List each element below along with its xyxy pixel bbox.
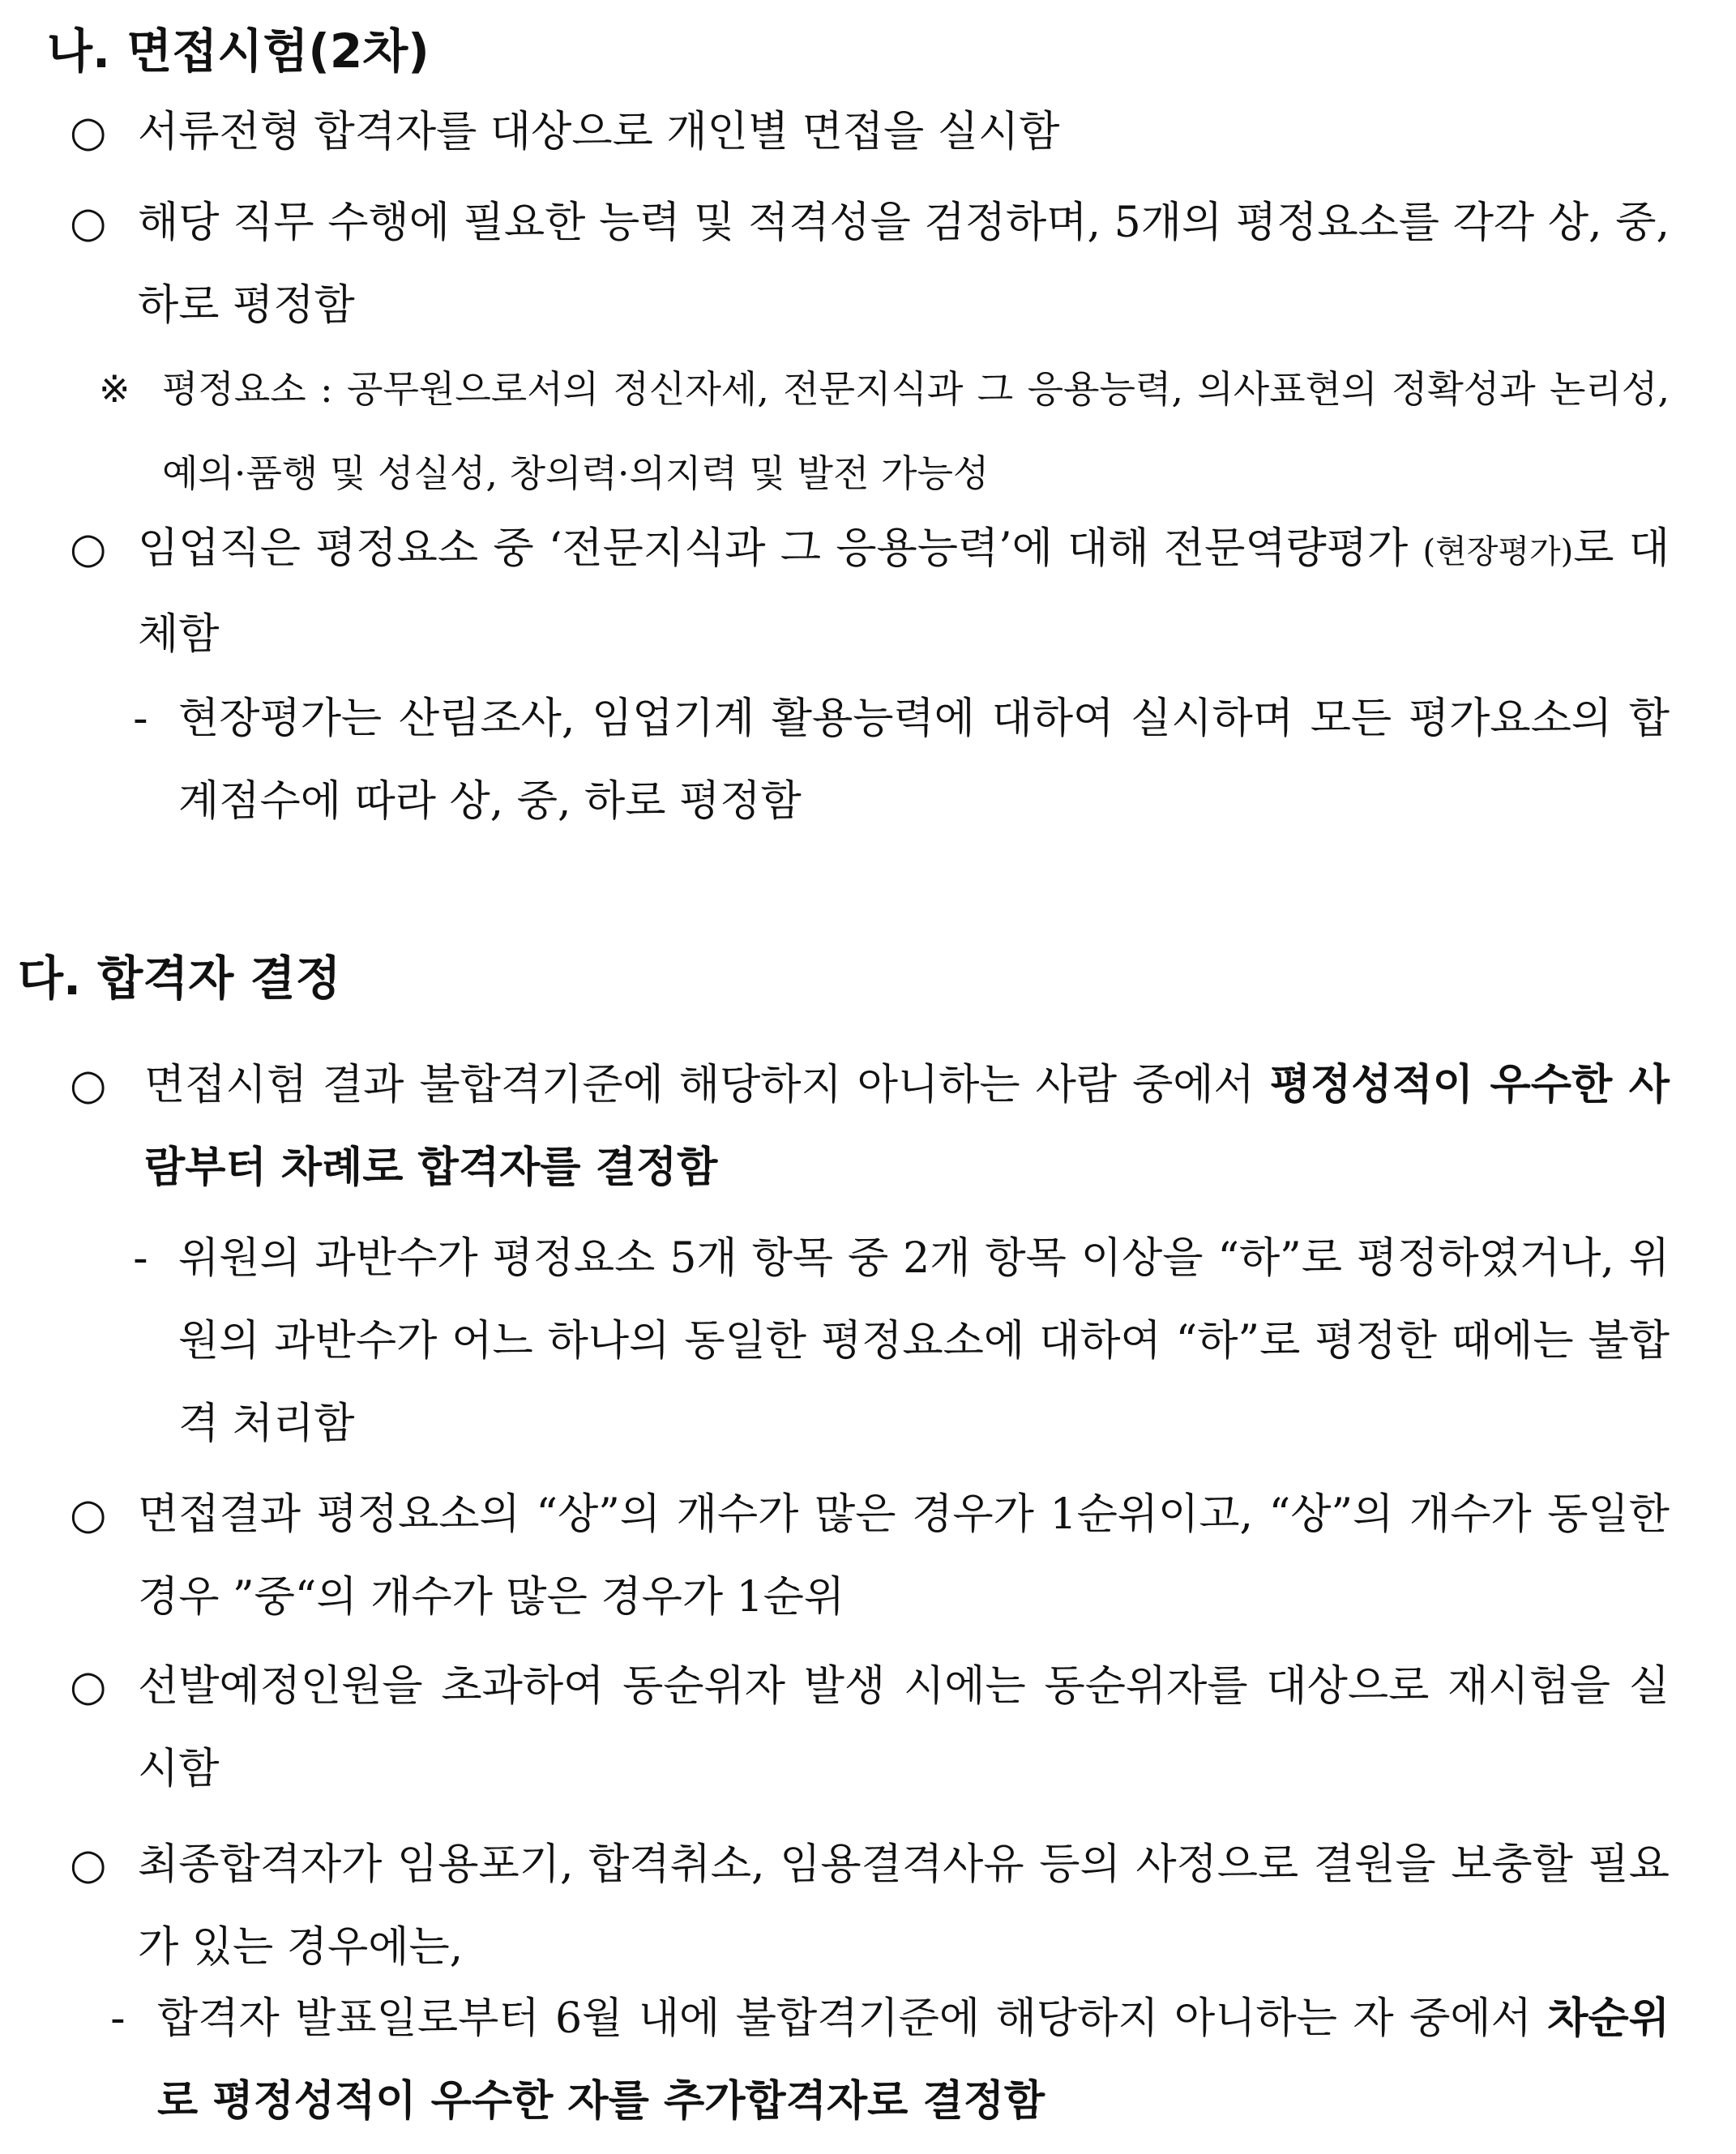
- section-heading-decision: 다. 합격자 결정: [18, 951, 341, 1006]
- list-item: [99, 347, 1670, 515]
- circle-bullet-icon: ○: [70, 108, 107, 156]
- item-text: 위원의 과반수가 평정요소 5개 항목 중 2개 항목 이상을 “하”로 평정하였거나, 위원의 과반수가 어느 하나의 동일한 평정요소에 대하여 “하”로 평정한 때에는 불합격 처리함: [178, 1234, 1670, 1448]
- circle-bullet-icon: ○: [70, 1490, 107, 1539]
- list-item: [133, 677, 1670, 843]
- item-text: 최종합격자가 임용포기, 합격취소, 임용결격사유 등의 사정으로 결원을 보충할 필요가 있는 경우에는,: [138, 1840, 1670, 1972]
- dash-bullet-icon: -: [110, 1994, 126, 2043]
- item-text: 면접시험 결과 불합격기준에 해당하지 아니하는 사람 중에서: [144, 1061, 1270, 1109]
- dash-bullet-icon: -: [133, 694, 148, 743]
- item-text-small: (현장평가): [1422, 533, 1574, 571]
- circle-bullet-icon: ○: [70, 1840, 107, 1889]
- list-item: [70, 507, 1670, 676]
- item-text: 평정요소 : 공무원으로서의 정신자세, 전문지식과 그 응용능력, 의사표현의 정확성과 논리성, 예의·품행 및 성실성, 창의력·의지력 및 발전 가능성: [162, 367, 1670, 495]
- list-item: [133, 1217, 1670, 1465]
- list-item: [110, 1977, 1670, 2143]
- list-item: [70, 91, 1670, 173]
- circle-bullet-icon: ○: [70, 524, 107, 573]
- list-item: [70, 182, 1670, 347]
- item-text-bold: 차순위로 평정성적이 우수한 자를 추가합격자로 결정함: [157, 1994, 1670, 2126]
- item-text-bold: 평정성적이 우수한 사람부터 차례로 합격자를 결정함: [144, 1060, 1670, 1192]
- list-item: [70, 1044, 1670, 1209]
- item-text: 면접결과 평정요소의 “상”의 개수가 많은 경우가 1순위이고, “상”의 개수가 동일한 경우 ”중“의 개수가 많은 경우가 1순위: [138, 1490, 1670, 1622]
- section-heading-interview: 나. 면접시험(2차): [47, 24, 430, 79]
- circle-bullet-icon: ○: [70, 1061, 107, 1109]
- item-text: 로 대체함: [138, 524, 1670, 659]
- list-item: [70, 1823, 1670, 1989]
- item-text: 서류전형 합격자를 대상으로 개인별 면접을 실시함: [138, 108, 1060, 156]
- item-text: 해당 직무 수행에 필요한 능력 및 적격성을 검정하며, 5개의 평정요소를 각각 상, 중, 하로 평정함: [138, 199, 1670, 330]
- item-text: 선발예정인원을 초과하여 동순위자 발생 시에는 동순위자를 대상으로 재시험을 실시함: [138, 1662, 1670, 1793]
- item-text: 임업직은 평정요소 중 ‘전문지식과 그 응용능력’에 대해 전문역량평가: [138, 524, 1423, 573]
- circle-bullet-icon: ○: [70, 1662, 107, 1711]
- list-item: [70, 1473, 1670, 1639]
- dash-bullet-icon: -: [133, 1234, 148, 1283]
- circle-bullet-icon: ○: [70, 199, 107, 247]
- list-item: [70, 1645, 1670, 1810]
- item-text: 합격자 발표일로부터 6월 내에 불합격기준에 해당하지 아니하는 자 중에서: [157, 1994, 1548, 2043]
- item-text: 현장평가는 산림조사, 임업기계 활용능력에 대하여 실시하며 모든 평가요소의 합계점수에 따라 상, 중, 하로 평정함: [178, 694, 1670, 826]
- reference-mark-icon: ※: [99, 367, 130, 411]
